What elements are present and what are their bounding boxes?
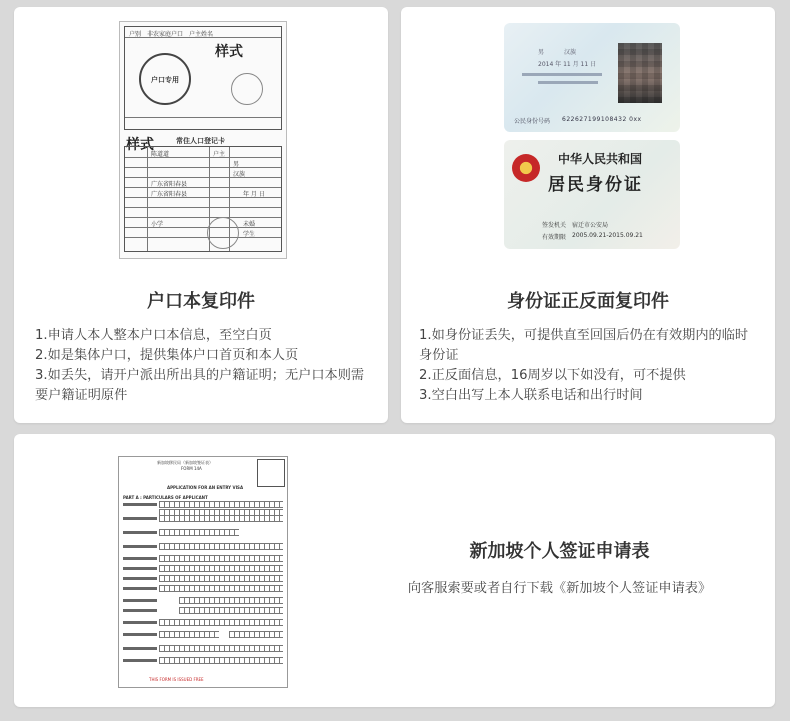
education-value: 小学 <box>151 221 164 228</box>
valid-value: 2005.09.21-2015.09.21 <box>572 232 643 239</box>
hukou-register-table <box>124 146 282 252</box>
back-title: 中华人民共和国 <box>558 152 643 166</box>
card-title: 新加坡个人签证申请表 <box>469 541 650 562</box>
requirement-item: 2.正反面信息，16周岁以下如没有，可不提供 <box>419 368 686 383</box>
registration-stamp <box>231 73 263 105</box>
native-value: 广东省阳春县 <box>151 191 188 198</box>
blurred-photo <box>618 43 662 103</box>
id-number-label: 公民身份号码 <box>514 118 551 125</box>
front-birth: 2014 年 11 月 11 日 <box>538 61 597 68</box>
id-number-value: 622627199108432 0xx <box>562 116 642 123</box>
hukou-field-value: 非农家庭户口 <box>147 31 184 38</box>
page-stamp <box>207 217 239 249</box>
marital-value: 未婚 <box>243 221 256 228</box>
hukou-card <box>14 7 388 423</box>
hukou-sample-image <box>119 21 287 259</box>
date-field: 年 月 日 <box>243 191 265 198</box>
police-stamp <box>139 53 191 105</box>
authority-value: 宿迁市公安局 <box>572 222 609 229</box>
national-emblem-icon <box>512 154 540 182</box>
occupation-value: 学生 <box>243 231 256 238</box>
card-title: 身份证正反面复印件 <box>507 291 669 312</box>
sample-watermark: 样式 <box>126 137 154 153</box>
form-part: PART A : PARTICULARS OF APPLICANT <box>123 495 208 500</box>
card-subtitle: 向客服索要或者自行下载《新加坡个人签证申请表》 <box>407 581 712 596</box>
birthplace-value: 广东省阳春县 <box>151 181 188 188</box>
requirement-item: 3.如丢失，请开户派出所出具的户籍证明；无户口本则需要户籍证明原件 <box>35 368 365 403</box>
hukou-field-label: 户别 <box>129 31 142 38</box>
ethnicity-value: 汉族 <box>233 171 246 178</box>
authority-label: 签发机关 <box>542 222 567 229</box>
requirement-item: 3.空白出写上本人联系电话和出行时间 <box>419 388 643 403</box>
id-card-card <box>401 7 775 423</box>
valid-label: 有效期限 <box>542 234 567 241</box>
sample-watermark: 样式 <box>215 44 243 60</box>
visa-form-image <box>118 456 288 688</box>
requirement-item: 1.如身份证丢失，可提供直至回国后仍在有效期内的临时身份证 <box>419 328 749 363</box>
register-card-title: 常住人口登记卡 <box>176 137 225 145</box>
gender-value: 男 <box>233 161 240 168</box>
front-ethnicity: 汉族 <box>564 49 577 56</box>
requirement-item: 1.申请人本人整本户口本信息，至空白页 <box>35 328 272 343</box>
hukou-upper-page <box>124 26 282 130</box>
name-value: 陈道道 <box>151 151 170 158</box>
hukou-field-label: 户主姓名 <box>189 31 214 38</box>
requirements-list <box>419 326 761 406</box>
front-gender: 男 <box>538 49 545 56</box>
form-footer: THIS FORM IS ISSUED FREE <box>149 677 204 682</box>
back-big-title: 居民身份证 <box>548 175 643 195</box>
form-header: APPLICATION FOR AN ENTRY VISA <box>167 485 244 490</box>
id-card-back-image <box>504 140 680 249</box>
stamp-text: 户口专用 <box>151 76 179 84</box>
requirements-list <box>35 326 375 406</box>
relation-value: 户主 <box>213 151 226 158</box>
form-header: 新加坡移民局（新加坡签证表） <box>157 460 213 465</box>
visa-form-card <box>14 434 775 707</box>
form-header: FORM 14A <box>181 466 202 471</box>
id-card-front-image <box>504 23 680 132</box>
card-title: 户口本复印件 <box>147 291 255 312</box>
requirement-item: 2.如是集体户口，提供集体户口首页和本人页 <box>35 348 299 363</box>
